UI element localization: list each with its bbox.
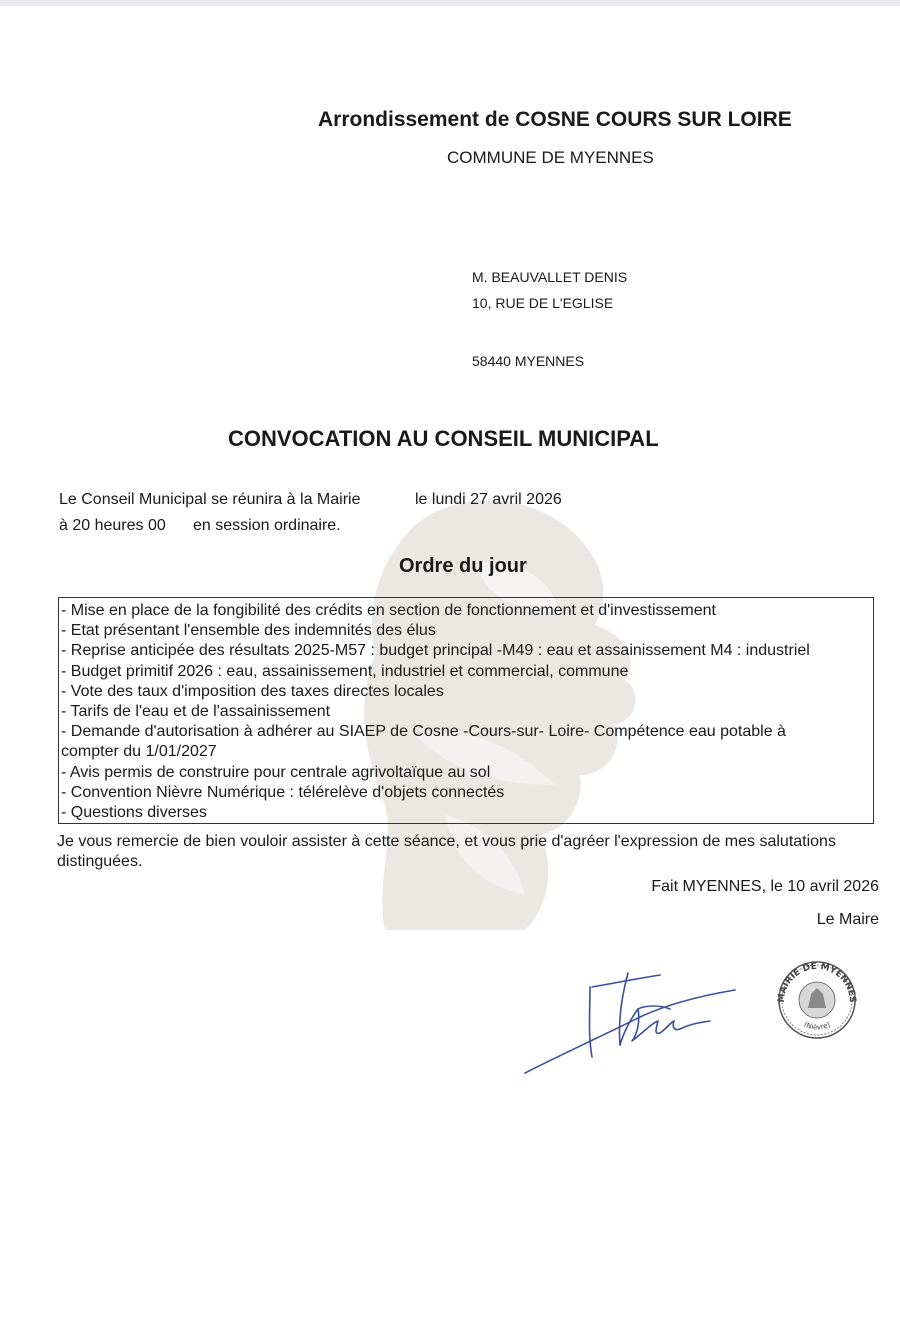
closing-paragraph: Je vous remercie de bien vouloir assister à cette séance, et vous prie d'agréer l'expression de mes salutations distinguées. xyxy=(57,833,836,870)
recipient-city: 58440 MYENNES xyxy=(472,353,585,369)
agenda-item: - Vote des taux d'imposition des taxes directes locales xyxy=(61,682,444,700)
seal-bottom-text: (Nièvre) xyxy=(802,1020,832,1032)
agenda-item: - Tarifs de l'eau et de l'assainissement xyxy=(61,703,331,721)
place-and-date: Fait MYENNES, le 10 avril 2026 xyxy=(651,878,879,895)
commune-name: COMMUNE DE MYENNES xyxy=(447,148,654,167)
agenda-item: - Budget primitif 2026 : eau, assainissement, industriel et commercial, commune xyxy=(61,662,629,680)
agenda-item: - Convention Nièvre Numérique : télérelève d'objets connectés xyxy=(61,783,505,801)
page-top-edge xyxy=(0,0,900,6)
meeting-date: le lundi 27 avril 2026 xyxy=(415,491,562,508)
agenda-item: - Mise en place de la fongibilité des crédits en section de fonctionnement et d'investissement xyxy=(61,602,716,619)
document-title: CONVOCATION AU CONSEIL MUNICIPAL xyxy=(228,426,659,451)
agenda-item: - Reprise anticipée des résultats 2025-M57 : budget principal -M49 : eau et assainissement M4 : industriel xyxy=(61,642,810,660)
agenda-item: - Etat présentant l'ensemble des indemnités des élus xyxy=(61,622,436,640)
mairie-seal xyxy=(768,958,866,1040)
agenda-title: Ordre du jour xyxy=(399,555,527,577)
recipient-name: M. BEAUVALLET DENIS xyxy=(472,269,628,285)
agenda-item: compter du 1/01/2027 xyxy=(61,743,217,761)
mayor-signature xyxy=(520,965,750,1080)
meeting-session: en session ordinaire. xyxy=(193,517,341,534)
agenda-box xyxy=(58,597,874,824)
recipient-street: 10, RUE DE L'EGLISE xyxy=(472,295,614,311)
agenda-item: - Avis permis de construire pour centrale agrivoltaïque au sol xyxy=(61,763,491,781)
agenda-item: - Demande d'autorisation à adhérer au SIAEP de Cosne -Cours-sur- Loire- Compétence eau potable à xyxy=(61,723,786,741)
arrondissement-heading: Arrondissement de COSNE COURS SUR LOIRE xyxy=(318,108,792,131)
signatory-role: Le Maire xyxy=(816,911,879,928)
agenda-item: - Questions diverses xyxy=(61,804,207,822)
meeting-intro: Le Conseil Municipal se réunira à la Mairie xyxy=(59,491,361,508)
meeting-time: à 20 heures 00 xyxy=(59,517,166,534)
seal-top-text: MAIRIE DE MYENNES xyxy=(776,961,858,1004)
